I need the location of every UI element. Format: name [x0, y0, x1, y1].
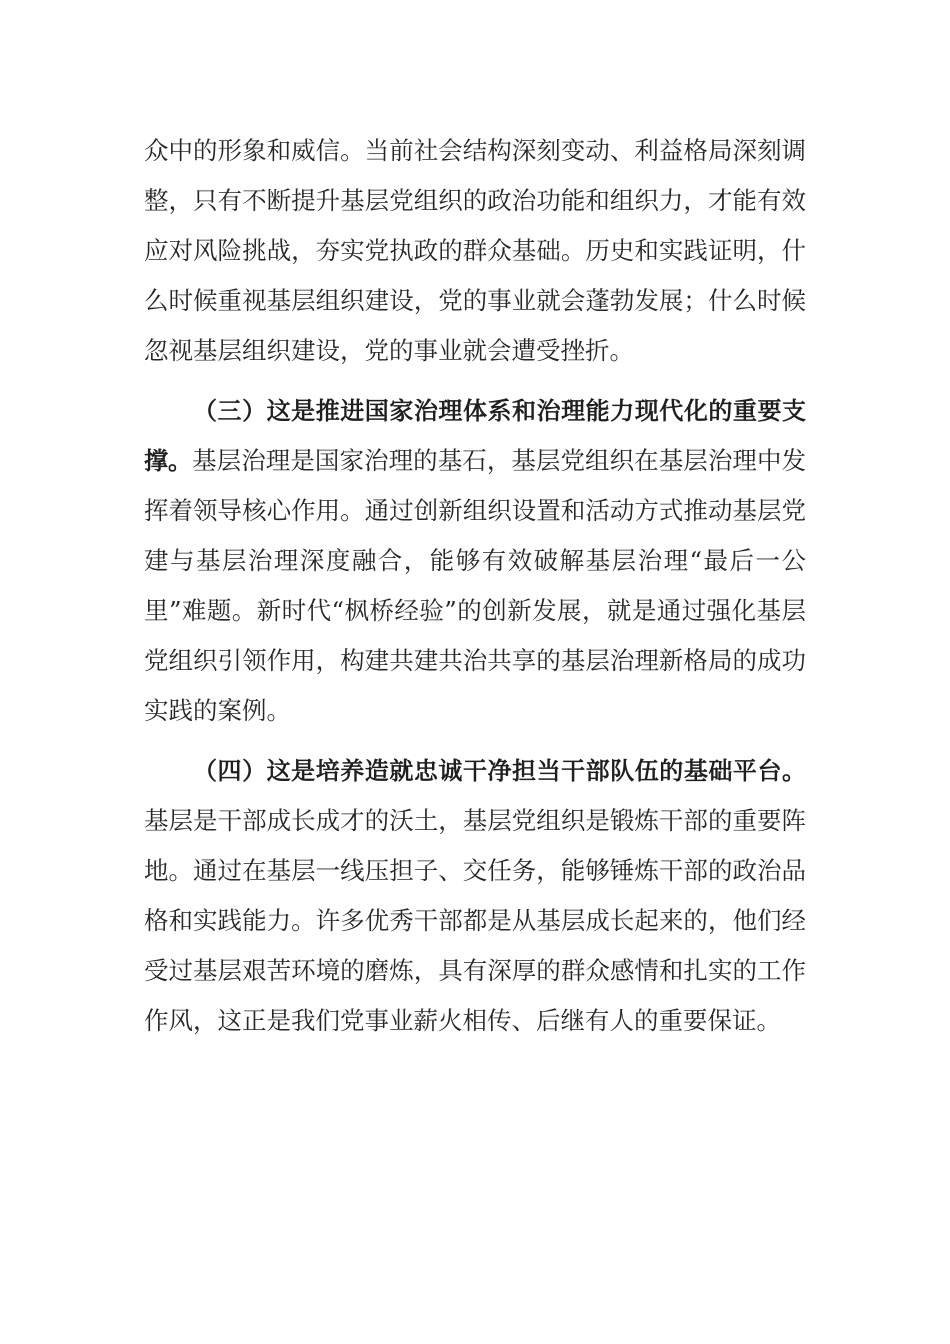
paragraph-section-4	[144, 746, 806, 1046]
section-4-body: 基层是干部成长成才的沃土，基层党组织是锻炼干部的重要阵地。通过在基层一线压担子、交任务，能够锤炼干部的政治品格和实践能力。许多优秀干部都是从基层成长起来的，他们经受过基层艰苦环境的磨炼，具有深厚的群众感情和扎实的工作作风，这正是我们党事业薪火相传、后继有人的重要保证。	[144, 806, 806, 1035]
paragraph-continuation-text: 众中的形象和威信。当前社会结构深刻变动、利益格局深刻调整，只有不断提升基层党组织的政治功能和组织力，才能有效应对风险挑战，夯实党执政的群众基础。历史和实践证明，什么时候重视基层组织建设，党的事业就会蓬勃发展；什么时候忽视基层组织建设，党的事业就会遭受挫折。	[144, 136, 806, 365]
paragraph-section-3	[144, 386, 806, 736]
document-page	[144, 126, 806, 1046]
paragraph-continuation	[144, 126, 806, 376]
section-3-body: 基层治理是国家治理的基石，基层党组织在基层治理中发挥着领导核心作用。通过创新组织设置和活动方式推动基层党建与基层治理深度融合，能够有效破解基层治理“最后一公里”难题。新时代“枫桥经验”的创新发展，就是通过强化基层党组织引领作用，构建共建共治共享的基层治理新格局的成功实践的案例。	[144, 446, 807, 725]
section-4-heading: （四）这是培养造就忠诚干净担当干部队伍的基础平台。	[193, 757, 806, 785]
section-3-heading: （三）这是推进国家治理体系和治理能力现代化的重要支撑。	[144, 397, 806, 475]
